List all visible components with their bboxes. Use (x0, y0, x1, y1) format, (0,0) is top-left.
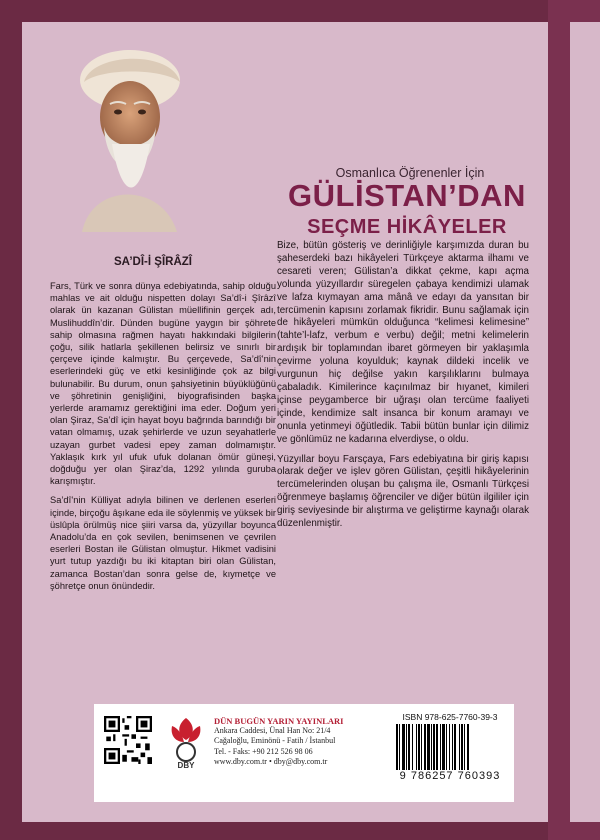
publisher-name: DÜN BUGÜN YARIN YAYINLARI (214, 716, 344, 726)
bio-paragraph-2: Sa’dî’nin Külliyat adıyla bilinen ve derlenen eserleri içinde, birçoğu âşıkane eda ile söylenmiş ve yüksek bir üslûpla örülmüş nice şiiri varsa da, yüzyıllar boyunca Anadolu’da en çok sevilen, benimsenen ve çevrilen eserleri Bostan ile Gülistan olmuştur. Hikmet vadisini yurt tutup yazdığı bu iki kitaptan biri olan Gülistan, zamanca Bostan’dan sonra gelse de, kıymetçe ve şöhretçe onun önündedir. (50, 495, 276, 591)
isbn-label: ISBN 978-625-7760-39-3 (402, 712, 498, 722)
author-bio-column (50, 280, 276, 599)
description-paragraph-1: Bize, bütün gösteriş ve derinliğiyle karşımızda duran bu şaheserdeki bazı hikâyeleri Türkçeye aktarma ilhamı ve cesareti veren; Gülistan’a dikkat çekme, kapı açma yolunda yüzyıllardır süregelen çabaya kendimizi ulamak ve lafza kıymayan ama mânâ ve edayı da yansıtan bir tercümenin kapısını zorlamak fikridir. Bunu sağlamak için de hikâyeleri mümkün olduğunca “kelimesi kelimesine” (tahte’l-lafz, verbum e verbu) değil; metni kelimelerin ardışık bir toplamından ibaret görmeyen bir yaklaşımla çevirme yoluna koyulduk; kaynak dildeki incelik ve vurgunun hiç değilse yakın karşılıklarını bulmaya çabaladık. Kimilerince kaçınılmaz bir hıyanet, kimileri içinse peygamberce bir uğraşı olan tercüme faaliyeti içinde, kendimize salt insanca bir konum aramayı ve onunla yetinmeyi öğütledik. Tabii bütün bunlar için dilimiz ve gönlümüz ne kadarına elverdiyse, o oldu. (277, 240, 529, 445)
publisher-logo-text: DBY (177, 761, 195, 770)
book-subtitle: Osmanlıca Öğrenenler İçin (335, 166, 485, 180)
publisher-phone: Tel. - Faks: +90 212 526 98 06 (214, 746, 313, 756)
qr-code-icon (104, 716, 152, 764)
author-name: SA’DÎ-İ ŞÎRÂZÎ (114, 256, 192, 268)
book-description-column (277, 240, 529, 538)
book-title: GÜLİSTAN’DAN (288, 178, 526, 213)
adjacent-cover-edge (570, 22, 600, 822)
bio-paragraph-1: Fars, Türk ve sonra dünya edebiyatında, sahip olduğu mahlas ve ait olduğu nispetten dolayı Sa’dî-i Şîrâzî olarak ün kazanan Gülistan müellifinin gerçek adı, Muslihuddîn’dir. Dünden bugüne yaygın bir şöhrete sahip olmasına rağmen hayatı hakkındaki bilgilerin çoğu, silik hatlarla şekillenen belirsiz ve sınırlı bir çerçeve içinde kalmıştır. Bu çerçevede, Sa’dî’nin eserlerindeki güç ve etki kesinliğinde çok az bilgi bulunabilir. Bu durum, onun şahsiyetinin büyüklüğünü ve şöhretinin genişliğini, biyografisinden başka yerlerde aramamız gerektiğini ima eder. Doğum yeri olan Şiraz, Sa’dî için hayat boyu bağrında barındığı bir vatan olmamış, uzak şehirlerde ve uzun seyahatlerle uzayan gurbet vadesi epey zaman dolmamıştır. Yaklaşık kırk yıl ufuk ufuk dolanan ömür güneşi, doğduğu yer olan Şiraz’da, 1292 yılında guruba karışmıştır. (50, 281, 276, 487)
barcode-number: 9 786257 760393 (399, 770, 501, 782)
publisher-address-line: Ankara Caddesi, Ünal Han No: 21/4 (214, 726, 331, 736)
back-cover (22, 22, 548, 822)
author-portrait (52, 32, 202, 232)
publisher-address-line: Cağaloğlu, Eminönü - Fatih / İstanbul (214, 736, 336, 746)
book-title-line2: SEÇME HİKÂYELER (307, 216, 507, 238)
publisher-web: www.dby.com.tr • dby@dby.com.tr (214, 756, 328, 766)
publisher-address (214, 716, 374, 767)
barcode-icon (394, 724, 506, 770)
description-paragraph-2: Yüzyıllar boyu Farsçaya, Fars edebiyatına bir giriş kapısı olarak değer ve işlev gören Gülistan, çeşitli hikâyelerinin tercümelerinden oluşan bu çalışma ile, Osmanlı Türkçesi öğrenmeye başlamış öğrenciler ve diğer bütün ilgililer için giriş seviyesinde bir alıştırma ve geliştirme kaynağı olarak düzenlenmiştir. (277, 453, 529, 530)
publisher-logo (164, 714, 208, 770)
publisher-info-box (94, 704, 514, 802)
